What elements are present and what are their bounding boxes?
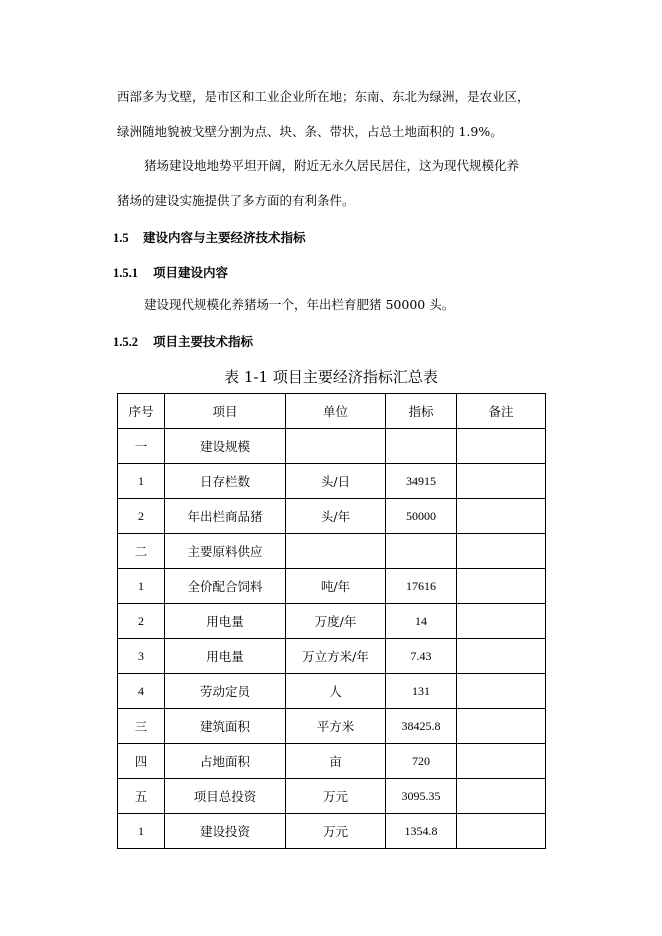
header-cell-remark: 备注	[457, 394, 546, 429]
table-row	[118, 464, 546, 499]
table-row	[118, 639, 546, 674]
cell-value: 3095.35	[386, 779, 457, 814]
cell-index: 四	[118, 744, 165, 779]
cell-remark	[457, 674, 546, 709]
cell-index: 1	[118, 569, 165, 604]
cell-item: 建筑面积	[165, 709, 286, 744]
cell-unit: 人	[286, 674, 386, 709]
cell-value: 17616	[386, 569, 457, 604]
cell-unit: 万元	[286, 814, 386, 849]
table-row	[118, 499, 546, 534]
section-number: 1.5.2	[113, 335, 138, 349]
cell-remark	[457, 464, 546, 499]
paragraph-line-5: 建设现代规模化养猪场一个，年出栏育肥猪 50000 头。	[144, 297, 455, 312]
cell-value	[386, 429, 457, 464]
cell-item: 劳动定员	[165, 674, 286, 709]
cell-index: 二	[118, 534, 165, 569]
cell-value: 34915	[386, 464, 457, 499]
table-row	[118, 779, 546, 814]
cell-item: 占地面积	[165, 744, 286, 779]
header-cell-value: 指标	[386, 394, 457, 429]
table-row	[118, 569, 546, 604]
cell-remark	[457, 744, 546, 779]
cell-index: 1	[118, 814, 165, 849]
cell-item: 主要原料供应	[165, 534, 286, 569]
cell-unit	[286, 534, 386, 569]
cell-index: 2	[118, 499, 165, 534]
table-row	[118, 744, 546, 779]
cell-value: 131	[386, 674, 457, 709]
header-cell-unit: 单位	[286, 394, 386, 429]
cell-remark	[457, 639, 546, 674]
section-heading-1-5-2	[113, 332, 253, 350]
table-row	[118, 604, 546, 639]
cell-remark	[457, 429, 546, 464]
header-cell-item: 项目	[165, 394, 286, 429]
cell-unit: 万元	[286, 779, 386, 814]
section-heading-1-5-1	[113, 263, 228, 281]
section-title: 项目主要技术指标	[153, 334, 254, 349]
cell-value: 7.43	[386, 639, 457, 674]
cell-unit: 万度/年	[286, 604, 386, 639]
table-row	[118, 534, 546, 569]
cell-item: 项目总投资	[165, 779, 286, 814]
cell-unit: 头/年	[286, 499, 386, 534]
table-row	[118, 814, 546, 849]
table-header-row	[118, 394, 546, 429]
cell-index: 3	[118, 639, 165, 674]
table-caption: 表 1-1 项目主要经济指标汇总表	[224, 368, 438, 386]
cell-value: 1354.8	[386, 814, 457, 849]
cell-remark	[457, 569, 546, 604]
cell-unit: 头/日	[286, 464, 386, 499]
section-title: 建设内容与主要经济技术指标	[143, 230, 306, 245]
cell-item: 用电量	[165, 604, 286, 639]
paragraph-line-3: 猪场建设地地势平坦开阔，附近无永久居民居住，这为现代规模化养	[144, 158, 520, 173]
paragraph-line-4: 猪场的建设实施提供了多方面的有利条件。	[117, 193, 355, 208]
cell-item: 日存栏数	[165, 464, 286, 499]
table-row	[118, 429, 546, 464]
table-body	[118, 394, 546, 849]
cell-remark	[457, 499, 546, 534]
cell-item: 建设规模	[165, 429, 286, 464]
cell-index: 4	[118, 674, 165, 709]
cell-unit: 亩	[286, 744, 386, 779]
cell-remark	[457, 779, 546, 814]
cell-index: 1	[118, 464, 165, 499]
cell-unit: 平方米	[286, 709, 386, 744]
section-title: 项目建设内容	[153, 265, 229, 280]
cell-remark	[457, 709, 546, 744]
cell-remark	[457, 534, 546, 569]
cell-index: 2	[118, 604, 165, 639]
cell-unit: 万立方米/年	[286, 639, 386, 674]
cell-item: 建设投资	[165, 814, 286, 849]
cell-value	[386, 534, 457, 569]
section-number: 1.5.1	[113, 266, 138, 280]
header-cell-index: 序号	[118, 394, 165, 429]
paragraph-line-1: 西部多为戈壁，是市区和工业企业所在地；东南、东北为绿洲，是农业区，	[117, 89, 530, 104]
cell-index: 一	[118, 429, 165, 464]
paragraph-line-2: 绿洲随地貌被戈壁分割为点、块、条、带状，占总土地面积的 1.9%。	[117, 124, 503, 139]
table-row	[118, 709, 546, 744]
cell-index: 五	[118, 779, 165, 814]
section-heading-1-5	[113, 228, 306, 246]
cell-value: 38425.8	[386, 709, 457, 744]
cell-unit: 吨/年	[286, 569, 386, 604]
cell-item: 年出栏商品猪	[165, 499, 286, 534]
indicator-summary-table	[117, 393, 546, 849]
cell-item: 用电量	[165, 639, 286, 674]
cell-item: 全价配合饲料	[165, 569, 286, 604]
cell-value: 50000	[386, 499, 457, 534]
cell-value: 720	[386, 744, 457, 779]
cell-value: 14	[386, 604, 457, 639]
cell-index: 三	[118, 709, 165, 744]
section-number: 1.5	[113, 231, 129, 245]
cell-remark	[457, 604, 546, 639]
table-row	[118, 674, 546, 709]
cell-unit	[286, 429, 386, 464]
cell-remark	[457, 814, 546, 849]
